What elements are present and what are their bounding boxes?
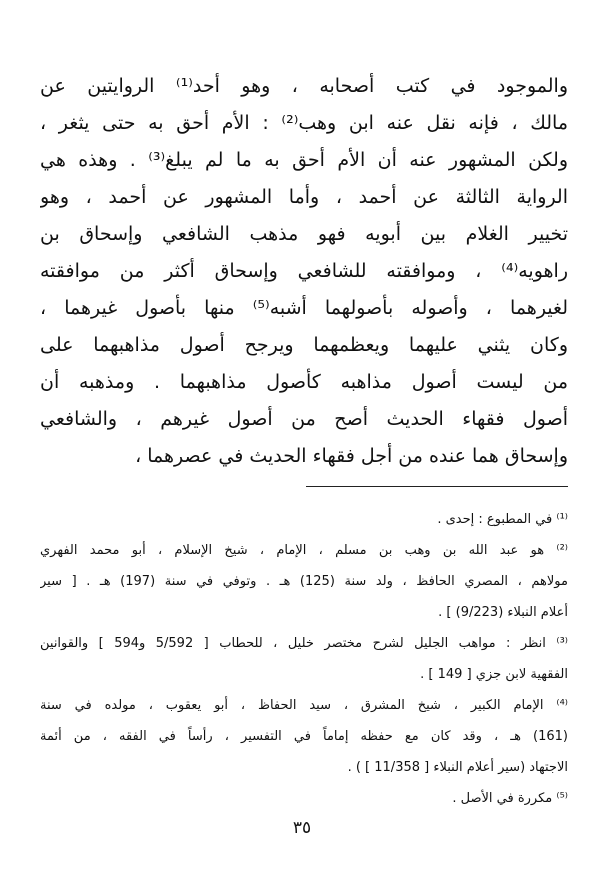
page-number: ٣٥ [292,818,312,838]
main-text-line: من ليست أصول مذاهبه كأصول مذاهبهما . ومذهبه أن [40,371,568,393]
footnote-line: ⁽³⁾ انظر : مواهب الجليل لشرح مختصر خليل ، للحطاب [ 5/592 و594 ] والقوانين [40,636,568,651]
footnote-line: ⁽⁵⁾ مكررة في الأصل . [452,791,568,806]
footnote-line: ⁽¹⁾ في المطبوع : إحدى . [437,512,568,527]
main-text-line: مالك ، فإنه نقل عنه ابن وهب⁽²⁾ : الأم أحق به حتى يثغر ، [40,112,568,134]
main-text-line: راهويه⁽⁴⁾ ، وموافقته للشافعي وإسحاق أكثر من موافقته [40,260,568,282]
main-text-block [40,68,568,475]
footnotes-block [40,504,568,814]
main-text-line: لغيرهما ، وأصوله بأصولهما أشبه⁽⁵⁾ منها بأصول غيرهما ، [40,297,568,319]
main-text-line: وكان يثني عليهما ويعظمهما ويرجح أصول مذاهبهما على [40,334,568,356]
footnote-line: أعلام النبلاء (9/223) ] . [438,605,568,620]
main-text-line: وإسحاق هما عنده من أجل فقهاء الحديث في عصرهما ، [135,445,568,467]
main-text-line: ولكن المشهور عنه أن الأم أحق به ما لم يبلغ⁽³⁾ . وهذه هي [40,149,568,171]
footnote-line: مولاهم ، المصري الحافظ ، ولد سنة (125) هـ . وتوفي في سنة (197) هـ . [ سير [40,574,568,589]
main-text-line: والموجود في كتب أصحابه ، وهو أحد⁽¹⁾ الروايتين عن [40,75,568,97]
footnote-line: (161) هـ ، وقد كان مع حفظه إماماً في التفسير ، رأساً في الفقه ، من أئمة [40,729,568,744]
footnote-line: الاجتهاد (سير أعلام النبلاء [ 11/358 ] ) . [347,760,568,775]
footnote-line: الفقهية لابن جزي [ 149 ] . [420,667,568,682]
footnote-line: ⁽²⁾ هو عبد الله بن وهب بن مسلم ، الإمام ، شيخ الإسلام ، أبو محمد الفهري [40,543,568,558]
main-text-line: أصول فقهاء الحديث أصح من أصول غيرهم ، والشافعي [40,408,568,430]
main-text-line: الرواية الثالثة عن أحمد ، وأما المشهور عن أحمد ، وهو [40,186,568,208]
footnote-divider [306,486,568,487]
footnote-line: ⁽⁴⁾ الإمام الكبير ، شيخ المشرق ، سيد الحفاظ ، أبو يعقوب ، مولده في سنة [40,698,568,713]
main-text-line: تخيير الغلام بين أبويه فهو مذهب الشافعي وإسحاق بن [40,223,568,245]
